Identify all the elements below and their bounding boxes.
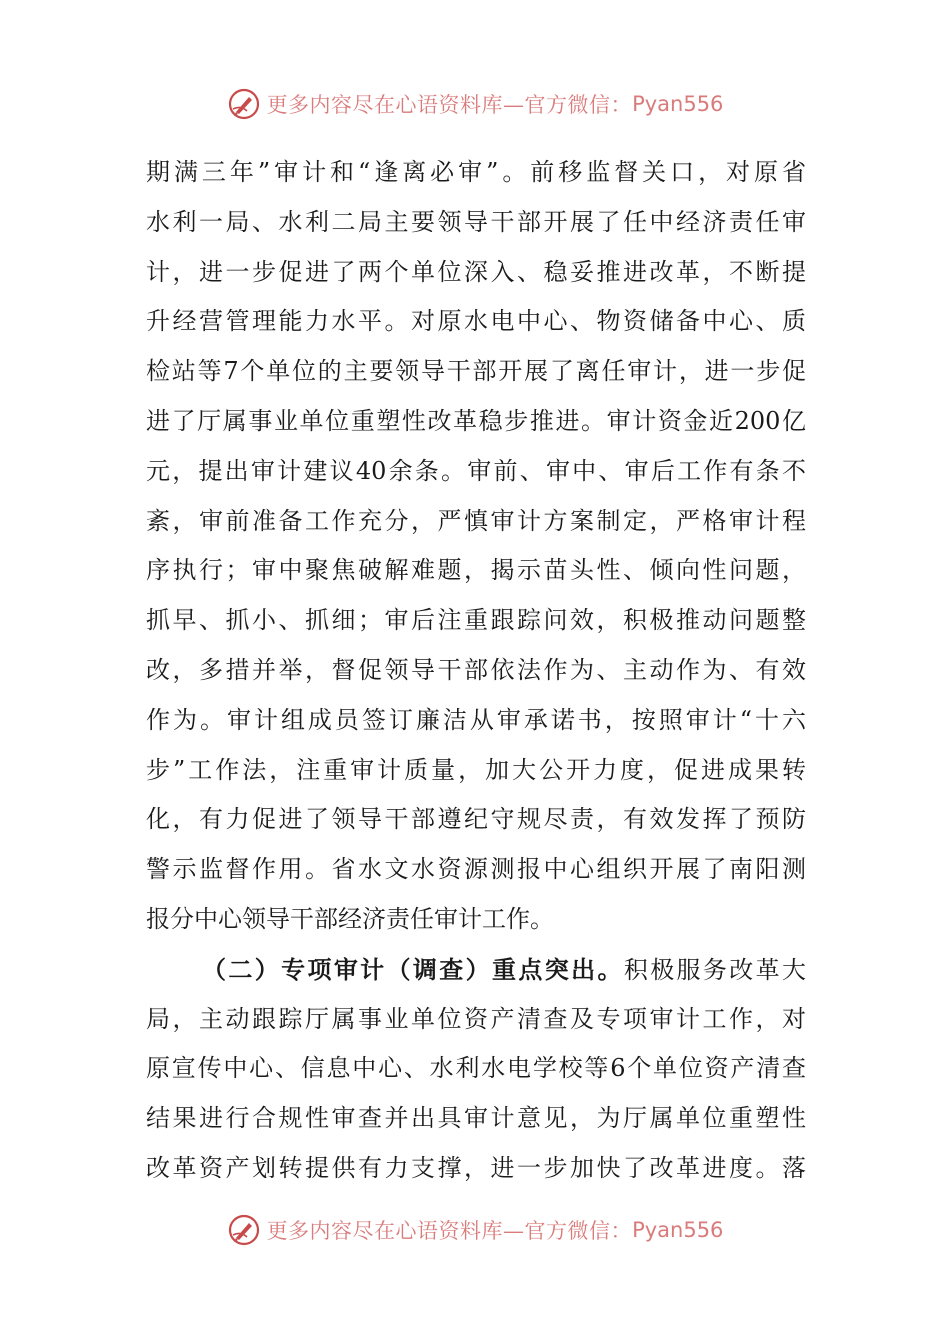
- paragraph-2-first-line-text: 积极服务改革大: [623, 955, 806, 984]
- paragraph-2-line: 改革资产划转提供有力支撑，进一步加快了改革进度。落: [146, 1153, 806, 1182]
- paragraph-2-first-line: [146, 945, 806, 995]
- section-heading: （二）专项审计（调查）重点突出。: [202, 954, 624, 984]
- paragraph-1-last-line: 报分中心领导干部经济责任审计工作。: [146, 904, 554, 933]
- paragraph-1-line: 抓早、抓小、抓细；审后注重跟踪问效，积极推动问题整: [146, 606, 806, 635]
- paragraph-1-line: 水利一局、水利二局主要领导干部开展了任中经济责任审: [146, 207, 806, 236]
- paragraph-2-line: 结果进行合规性审查并出具审计意见，为厅属单位重塑性: [146, 1104, 806, 1133]
- paragraph-1-line: 作为。审计组成员签订廉洁从审承诺书，按照审计“十六: [146, 705, 806, 734]
- pen-logo-icon: [227, 1213, 261, 1247]
- paragraph-2-line: 局，主动跟踪厅属事业单位资产清查及专项审计工作，对: [146, 1004, 806, 1033]
- footer-watermark: [0, 1210, 950, 1250]
- paragraph-1-line: 进了厅属事业单位重塑性改革稳步推进。审计资金近200亿: [146, 406, 806, 435]
- paragraph-1-line: 升经营管理能力水平。对原水电中心、物资储备中心、质: [146, 307, 806, 336]
- document-body: [146, 148, 806, 1194]
- watermark-handle: Pyan556: [632, 92, 724, 116]
- paragraph-1-line: 检站等7个单位的主要领导干部开展了离任审计，进一步促: [146, 357, 806, 386]
- paragraph-1-line: 期满三年”审计和“逢离必审”。前移监督关口，对原省: [146, 158, 806, 186]
- paragraph-1-line: 计，进一步促进了两个单位深入、稳妥推进改革，不断提: [146, 257, 806, 286]
- paragraph-1-line: 紊，审前准备工作充分，严慎审计方案制定，严格审计程: [146, 506, 806, 535]
- paragraph-1-line: 元，提出审计建议40余条。审前、审中、审后工作有条不: [146, 456, 806, 485]
- header-watermark: [0, 84, 950, 124]
- paragraph-1-line: 警示监督作用。省水文水资源测报中心组织开展了南阳测: [146, 855, 806, 884]
- paragraph-2-line: 原宣传中心、信息中心、水利水电学校等6个单位资产清查: [146, 1054, 806, 1083]
- watermark-text: 更多内容尽在心语资料库—官方微信：: [266, 93, 633, 117]
- paragraph-1-line: 化，有力促进了领导干部遵纪守规尽责，有效发挥了预防: [146, 805, 806, 834]
- pen-logo-icon: [227, 87, 261, 121]
- paragraph-1-line: 步”工作法，注重审计质量，加大公开力度，促进成果转: [146, 755, 806, 784]
- watermark-handle: Pyan556: [632, 1218, 724, 1242]
- watermark-text: 更多内容尽在心语资料库—官方微信：: [266, 1219, 633, 1243]
- paragraph-1-line: 序执行；审中聚焦破解难题，揭示苗头性、倾向性问题，: [146, 556, 806, 585]
- paragraph-1-line: 改，多措并举，督促领导干部依法作为、主动作为、有效: [146, 655, 806, 684]
